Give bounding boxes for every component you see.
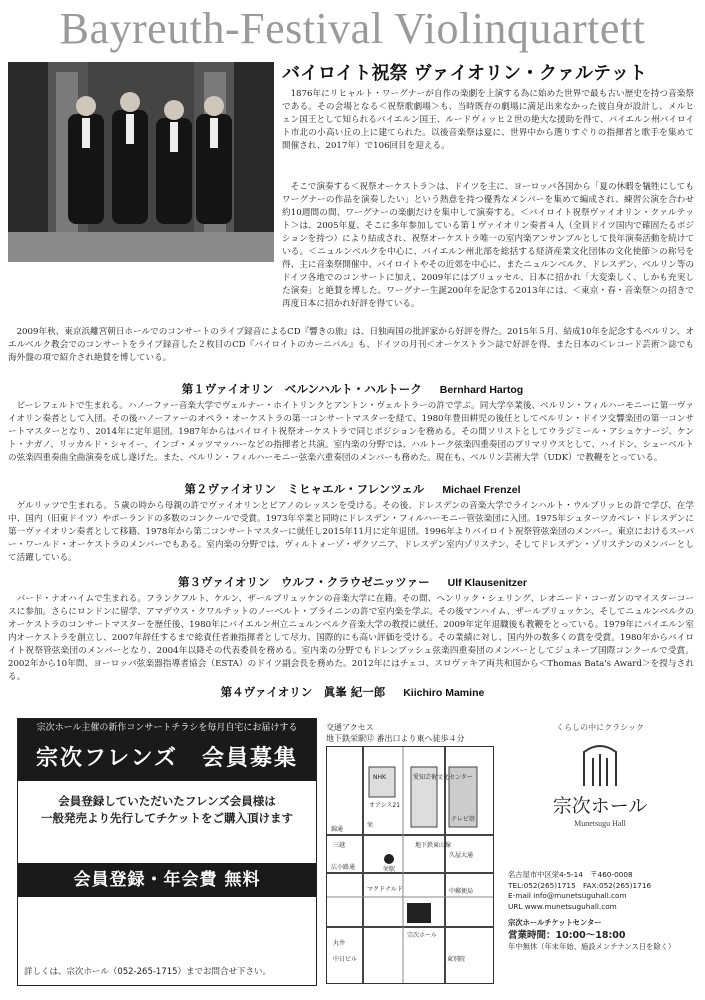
map-label-higashi-bekkan: 東別院 [447, 956, 466, 963]
member-1-latin-name: Bernhard Hartog [439, 384, 524, 396]
intro-paragraph-1: 1876年にリヒャルト・ワーグナーが自作の楽劇を上演する為に始めた世界で最も古い歴史を持つ音楽祭である。その会場となる＜祝祭歌劇場＞も、当時既存の劇場に満足出来なかった彼自身が設計し、メルヒェン国王として知られるバイエルン国王、ルードヴィッヒ２世の絶大な援助を得て、バイエルン州バイロイト市北の小高い丘の上に建てられた。以後音楽祭は夏に、世界中から選りすぐりの指揮者と歌手を集めて開催され、2017年）で106回目を迎える。 [282, 89, 694, 152]
member-2-bio: ゲルリッツで生まれる。５歳の時から母親の許でヴァイオリンとピアノのレッスンを受ける。その後、ドレスデンの音楽大学でラインハルト・ウルブリッヒの許で学び、在学中、国内（旧東ドイツ）やポーランドの多数のコンクールで受賞。1973年卒業と同時にドレスデン・フィルハーモニー管弦楽団に入団。1975年シュターツカペレ・ドレスデンに第一ヴァイオリン奏者として移籍、1978年から第二コンサートマスターに就任し2015年11月に定年退団。1996年よりバイロイト祝祭管弦楽団のメンバー。東京におけるスーパー・ワールド・オーケストラのメンバーでもある。室内楽の分野では、ヴィルトォーゾ・ザクソニア、ドレスデン室内ゾリステン、そしてドレスデン・ゾリステンのメンバーとして活躍している。 [8, 501, 694, 564]
japanese-title: バイロイト祝祭 ヴァイオリン・クァルテット [282, 63, 648, 84]
member-4-name: 第４ヴァイオリン 眞峯 紀一郎 [220, 685, 386, 699]
intro-paragraph-2-continued [8, 260, 694, 326]
intro-paragraph-2-wrap-top [282, 181, 694, 310]
promo-body-line-1: 会員登録していただいたフレンズ会員様は [58, 794, 276, 808]
hall-email[interactable]: E-mail info@munetsuguhall.com [508, 891, 627, 900]
map-label-oasis21: オアシス21 [369, 802, 401, 809]
hall-url[interactable]: URL www.munetsuguhall.com [508, 901, 617, 911]
member-4-heading [0, 684, 705, 700]
member-2-heading [0, 481, 705, 497]
member-4-latin-name: Kiichiro Mamine [403, 687, 485, 699]
hall-address: 名古屋市中区栄4-5-14 〒460-0008 [508, 870, 633, 879]
map-label-city-hall: 栄 [367, 822, 374, 829]
map-label-sakae-line: 地下鉄東山線 [415, 842, 452, 849]
map-label-nishiki: 錦通 [331, 826, 344, 833]
hall-logo-icon [580, 742, 620, 788]
ticket-center: 宗次ホールチケットセンター [508, 918, 602, 927]
promo-header: 宗次ホール主催の新作コンサートチラシを毎月自宅にお届けする [18, 719, 316, 737]
member-3-name: 第３ヴァイオリン ウルフ・クラウゼニッツァー [178, 575, 430, 589]
quartet-photo [8, 62, 274, 262]
map-label-sakae-station: 栄駅 [383, 866, 396, 873]
hall-name-en: Munetsugu Hall [574, 819, 626, 828]
hall-name: 宗次ホール [552, 795, 648, 817]
map-label-tv-tower: テレビ塔 [451, 816, 475, 823]
hall-hours: 営業時間：10:00〜18:00 [508, 929, 626, 941]
page-title: Bayreuth-Festival Violinquartett [59, 4, 646, 53]
member-2-name: 第２ヴァイオリン ミヒャエル・フレンツェル [184, 482, 425, 496]
membership-promo-box [17, 718, 317, 986]
promo-free-banner: 会員登録・年会費 無料 [18, 863, 316, 897]
promo-contact: 詳しくは、宗次ホール（052-265-1715）までお問合せ下さい。 [24, 967, 272, 977]
member-4-bio-head [8, 702, 694, 716]
member-1-heading [0, 381, 705, 397]
map-label-aichi-arts: 愛知芸術文化センター [413, 774, 473, 781]
member-1-name: 第１ヴァイオリン ベルンハルト・ハルトーク [181, 382, 422, 396]
member-1-bio: ビーレフェルトで生まれる。ハノーファー音楽大学でヴェルナー・ホイトリンクとアントン・ヴェルトラーの許で学ぶ。同大学卒業後、ベルリン・フィルハーモニーに第一ヴァイオリン奏者として入団。その後ハノーファーのオペラ・オーケストラの第一コンサートマスターを経て、1980年豊田耕児の後任としてベルリン・ドイツ交響楽団の第一コンサートマスターとなり、2014年に定年退団。1987年からはバイロイト祝祭オーケストラで同じポジションを務める。その間ソリストとしてウラジミール・アシュケナージ、ケント・ナガノ、リッカルド・シャイー、インゴ・メッツマッハーなどの指揮者と共演。室内楽の分野では、ハルトーク弦楽四重奏団のプリマリウスとして、ハイドン、シューベルトの弦楽四重奏曲全曲演奏を成し遂げた。また、ベルリン・フィルハーモニー弦楽六重奏団のメンバーも務めた。現在も、ベルリン芸術大学（UDK）で教鞭をとっている。 [8, 401, 694, 464]
hall-tel: TEL:052(265)1715 FAX:052(265)1716 [508, 880, 652, 890]
hall-contact-info [508, 870, 698, 952]
map-label-chuo-post: 中郵便局 [449, 888, 474, 895]
member-3-latin-name: Ulf Klausenitzer [447, 577, 527, 589]
map-label-hirokoji: 広小路通 [331, 864, 356, 871]
map-label-chunichi: 中日ビル [333, 956, 358, 963]
map-label-hisaya: 久屋大通 [449, 852, 474, 859]
member-3-heading [0, 574, 705, 590]
intro-paragraph-3: 2009年秋、東京浜離宮朝日ホールでのコンサートのライブ録音によるCD『響きの旅』は、日独両国の批評家から好評を得た。2015年５月、結成10年を記念するベルリン、オエルベルク教会でのコンサートをライブ録音した２枚目のCD『バイロイトのカーニバル』も、ドイツの月刊＜オーケストラ＞誌で好評を得、また日本の＜レコード芸術＞誌でも海外盤の項で紹介され絶賛を博している。 [8, 327, 694, 364]
promo-body-line-2: 一般発売より先行してチケットをご購入頂けます [41, 811, 293, 825]
map-label-mcdonald: マクドナルド [367, 886, 403, 893]
hall-tagline: くらしの中にクラシック [556, 723, 644, 732]
hall-branding [502, 722, 698, 829]
hall-closed: 年中無休（年末年始、施設メンテナンス日を除く） [508, 941, 676, 951]
access-map [326, 746, 494, 984]
member-2-latin-name: Michael Frenzel [442, 484, 521, 496]
map-label-sannomaru: 三越 [333, 842, 346, 849]
map-label-nhk: NHK [373, 774, 386, 781]
member-3-bio: バード・ナオハイムで生まれる。フランクフルト、ケルン、ザールブリュッケンの音楽大学に在籍。その間、ヘンリック・シェリング、レオニード・コーガンのマイスターコースに参加。さらにロンドンに留学、アマデウス・クワルテットのノーベルト・ブライニンの許で室内楽を学ぶ。その後マンハイム、ザールブリュッケン、そしてニュルンベルクのオーケストラのコンサートマスターを歴任後、1980年にバイエルン州立ニュルンベルク音楽大学の教授に就任、2009年定年退職後も教鞭をとっている。1979年にバイエルン室内オーケストラを創立し、2007年辞任するまで総責任者兼指揮者として尽力、国際的にも高い評価を受ける。その業績に対し、国内外の数多くの賞を受賞。1980年からバイロイト祝祭管弦楽団のメンバーとなり、2004年以降その代表委員を務める。室内楽の分野でもドレンブッシュ弦楽四重奏団のメンバーとしてジュネーブ国際コンクールで受賞。2002年から10年間、ヨーロッパ弦楽器指導者協会（ESTA）のドイツ副会長を務めた。2012年にはチェコ、スロヴァキア両共和国から＜Thomas Bata's Award＞を授与される。 [8, 594, 694, 683]
promo-body [28, 793, 306, 827]
access-info [326, 722, 494, 744]
access-title: 交通アクセス [326, 723, 374, 732]
map-label-hall: 宗次ホール [407, 932, 437, 939]
map-label-marui: 丸井 [333, 940, 346, 947]
intro-paragraph-2: そこで演奏する＜祝祭オーケストラ＞は、ドイツを主に、ヨーロッパ各国から「夏の休暇を犠牲にしてもワーグナーの作品を演奏したい」という熱意を持つ優秀なメンバーを集めて編成され、練習公演を合わせ約10週間の間、ワーグナーの楽劇だけを集中して演奏する。＜バイロイト祝祭ヴァイオリン・クァルテット＞は、2005年夏、そこに多年参加している第１ヴァイオリン奏者４人（全員ドイツ国内で確固たるポジションを持つ）により結成され、祝祭オーケストラ唯一の室内楽アンサンブルとして長年演奏活動を続けている。＜ニュルンベルクを中心に、バイエルン州北部を総括する経済産業文化団体の文化使節＞の称号を得、主に音楽祭開催中、バイロイトやその近郊を中心に、またニュルンベルク、ドレスデン、ベルリン等のドイツ各地でのコンサートに加え、2009年にはブリュッセル、日本に招かれ「大変楽しく、しかも充実した演奏」と絶賛を博した。ワーグナー生誕200年を記念する2013年には、＜東京・春・音楽祭＞の招きで再度日本に招かれ好評を得ている。 [282, 182, 694, 310]
access-line: 地下鉄栄駅⑫ 番出口より東へ徒歩４分 [326, 734, 465, 743]
promo-title: 宗次フレンズ 会員募集 [18, 737, 316, 781]
